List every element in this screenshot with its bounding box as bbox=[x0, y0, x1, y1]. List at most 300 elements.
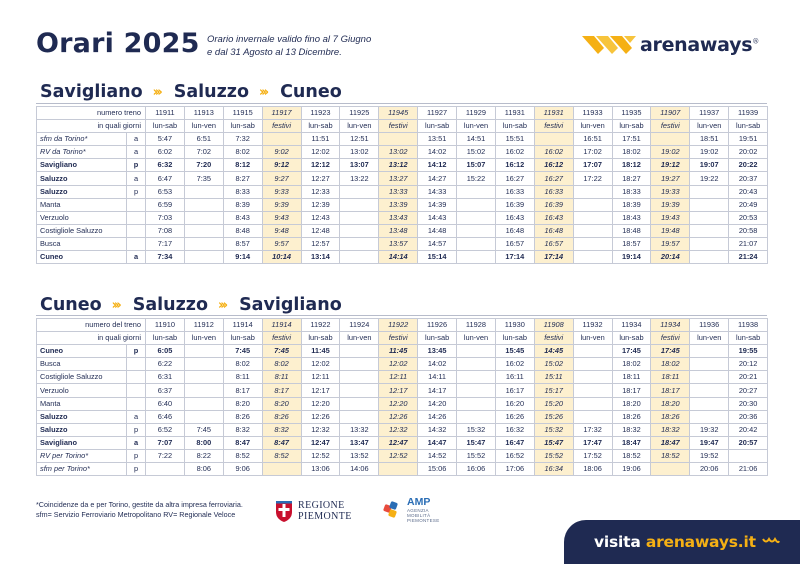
time-cell bbox=[184, 237, 223, 250]
time-cell: 18:02 bbox=[612, 358, 651, 371]
time-cell: 12:27 bbox=[301, 172, 340, 185]
time-cell: 8:22 bbox=[184, 449, 223, 462]
brand-name: arenaways® bbox=[640, 34, 759, 56]
time-cell: 9:06 bbox=[223, 463, 262, 476]
station-name: Busca bbox=[37, 358, 127, 371]
time-cell: 12:12 bbox=[301, 159, 340, 172]
train-number: 11913 bbox=[184, 107, 223, 120]
time-cell: 17:52 bbox=[573, 449, 612, 462]
station-name: Saluzzo bbox=[37, 185, 127, 198]
time-cell bbox=[184, 224, 223, 237]
time-cell: 8:27 bbox=[223, 172, 262, 185]
arrival-departure-flag: p bbox=[127, 345, 146, 358]
arrival-departure-flag: p bbox=[127, 463, 146, 476]
time-cell: 7:34 bbox=[146, 251, 185, 264]
time-cell: 6:22 bbox=[146, 358, 185, 371]
time-cell: 7:17 bbox=[146, 237, 185, 250]
time-cell: 14:45 bbox=[534, 345, 573, 358]
time-cell bbox=[729, 449, 768, 462]
time-cell: 18:47 bbox=[651, 436, 690, 449]
route-arrows-icon: ››› bbox=[152, 84, 160, 100]
service-days: lun-ven bbox=[573, 332, 612, 345]
time-cell: 8:02 bbox=[223, 358, 262, 371]
time-cell: 16:52 bbox=[495, 449, 534, 462]
table-row bbox=[37, 397, 768, 410]
time-cell: 14:26 bbox=[418, 410, 457, 423]
time-cell: 6:05 bbox=[146, 345, 185, 358]
time-cell bbox=[184, 345, 223, 358]
validity-note bbox=[207, 33, 407, 59]
time-cell: 8:32 bbox=[262, 423, 301, 436]
route-from: Cuneo bbox=[40, 295, 102, 315]
piemonte-line-1: REGIONE bbox=[298, 500, 345, 511]
train-number: 11932 bbox=[573, 319, 612, 332]
train-number: 11922 bbox=[301, 319, 340, 332]
time-cell: 13:02 bbox=[340, 146, 379, 159]
time-cell: 19:33 bbox=[651, 185, 690, 198]
time-cell: 15:26 bbox=[534, 410, 573, 423]
time-cell: 16:34 bbox=[534, 463, 573, 476]
time-cell: 12:02 bbox=[301, 358, 340, 371]
time-cell bbox=[340, 345, 379, 358]
service-days: lun-sab bbox=[223, 332, 262, 345]
time-cell: 16:48 bbox=[495, 224, 534, 237]
time-cell bbox=[146, 463, 185, 476]
table-row bbox=[37, 371, 768, 384]
time-cell bbox=[573, 185, 612, 198]
time-cell: 18:26 bbox=[612, 410, 651, 423]
timetable-savigliano-cuneo bbox=[36, 106, 768, 264]
time-cell bbox=[457, 345, 496, 358]
time-cell: 15:52 bbox=[457, 449, 496, 462]
train-number: 11937 bbox=[690, 107, 729, 120]
arrival-departure-flag: p bbox=[127, 449, 146, 462]
time-cell: 20:57 bbox=[729, 436, 768, 449]
train-number: 11923 bbox=[301, 107, 340, 120]
time-cell: 7:35 bbox=[184, 172, 223, 185]
station-name: Verzuolo bbox=[37, 211, 127, 224]
time-cell: 6:32 bbox=[146, 159, 185, 172]
table-row bbox=[37, 146, 768, 159]
train-number: 11929 bbox=[457, 107, 496, 120]
time-cell: 8:20 bbox=[223, 397, 262, 410]
time-cell: 8:52 bbox=[223, 449, 262, 462]
time-cell: 16:43 bbox=[534, 211, 573, 224]
service-days: lun-sab bbox=[223, 120, 262, 133]
station-name: Cuneo bbox=[37, 345, 127, 358]
time-cell: 13:47 bbox=[340, 436, 379, 449]
service-days: lun-ven bbox=[457, 120, 496, 133]
arrival-departure-flag bbox=[127, 211, 146, 224]
time-cell: 19:55 bbox=[729, 345, 768, 358]
time-cell: 20:14 bbox=[651, 251, 690, 264]
time-cell: 19:51 bbox=[729, 133, 768, 146]
service-days: lun-sab bbox=[301, 120, 340, 133]
time-cell: 9:12 bbox=[262, 159, 301, 172]
station-name: Saluzzo bbox=[37, 172, 127, 185]
service-days: lun-sab bbox=[301, 332, 340, 345]
time-cell: 16:06 bbox=[457, 463, 496, 476]
time-cell: 7:20 bbox=[184, 159, 223, 172]
time-cell: 21:07 bbox=[729, 237, 768, 250]
route-arrows-icon: ››› bbox=[111, 297, 119, 313]
time-cell: 16:12 bbox=[534, 159, 573, 172]
time-cell bbox=[379, 463, 418, 476]
arrival-departure-flag: a bbox=[127, 172, 146, 185]
time-cell bbox=[184, 397, 223, 410]
time-cell: 14:57 bbox=[418, 237, 457, 250]
time-cell: 20:12 bbox=[729, 358, 768, 371]
time-cell: 19:52 bbox=[690, 449, 729, 462]
service-days-row bbox=[37, 120, 768, 133]
time-cell: 15:52 bbox=[534, 449, 573, 462]
time-cell: 15:17 bbox=[534, 384, 573, 397]
time-cell: 18:11 bbox=[612, 371, 651, 384]
time-cell: 17:07 bbox=[573, 159, 612, 172]
arrival-departure-flag: p bbox=[127, 159, 146, 172]
arrival-departure-flag: p bbox=[127, 423, 146, 436]
time-cell: 5:47 bbox=[146, 133, 185, 146]
time-cell: 19:39 bbox=[651, 198, 690, 211]
amp-name: AMP bbox=[407, 496, 431, 508]
train-number: 11925 bbox=[340, 107, 379, 120]
time-cell: 18:02 bbox=[651, 358, 690, 371]
train-number: 11927 bbox=[418, 107, 457, 120]
arrival-departure-flag: a bbox=[127, 251, 146, 264]
service-days: lun-sab bbox=[495, 332, 534, 345]
time-cell: 16:48 bbox=[534, 224, 573, 237]
service-days: lun-sab bbox=[418, 120, 457, 133]
time-cell: 14:12 bbox=[418, 159, 457, 172]
time-cell: 18:11 bbox=[651, 371, 690, 384]
route-arrows-icon: ››› bbox=[218, 297, 226, 313]
time-cell bbox=[184, 371, 223, 384]
time-cell: 16:43 bbox=[495, 211, 534, 224]
arrival-departure-flag: a bbox=[127, 146, 146, 159]
time-cell: 13:02 bbox=[379, 146, 418, 159]
train-number: 11935 bbox=[612, 107, 651, 120]
time-cell: 13:12 bbox=[379, 159, 418, 172]
time-cell: 19:12 bbox=[651, 159, 690, 172]
time-cell: 19:32 bbox=[690, 423, 729, 436]
arrival-departure-flag: a bbox=[127, 133, 146, 146]
arrival-departure-flag bbox=[127, 237, 146, 250]
time-cell: 15:02 bbox=[457, 146, 496, 159]
time-cell: 19:14 bbox=[612, 251, 651, 264]
time-cell: 12:39 bbox=[301, 198, 340, 211]
time-cell: 18:48 bbox=[612, 224, 651, 237]
time-cell: 7:45 bbox=[262, 345, 301, 358]
time-cell: 16:17 bbox=[495, 384, 534, 397]
time-cell: 7:45 bbox=[184, 423, 223, 436]
time-cell: 8:12 bbox=[223, 159, 262, 172]
table-row bbox=[37, 345, 768, 358]
time-cell: 13:52 bbox=[340, 449, 379, 462]
time-cell: 17:02 bbox=[573, 146, 612, 159]
train-number: 11945 bbox=[379, 107, 418, 120]
time-cell: 9:39 bbox=[262, 198, 301, 211]
time-cell bbox=[340, 251, 379, 264]
time-cell: 6:59 bbox=[146, 198, 185, 211]
time-cell: 13:32 bbox=[340, 423, 379, 436]
time-cell bbox=[457, 358, 496, 371]
time-cell: 16:39 bbox=[534, 198, 573, 211]
time-cell: 7:02 bbox=[184, 146, 223, 159]
time-cell: 19:06 bbox=[612, 463, 651, 476]
table-row bbox=[37, 463, 768, 476]
train-number: 11939 bbox=[729, 107, 768, 120]
time-cell: 14:02 bbox=[418, 358, 457, 371]
website-link[interactable]: visita arenaways.it bbox=[594, 533, 756, 551]
time-cell: 12:51 bbox=[340, 133, 379, 146]
header-label: in quali giorni bbox=[37, 120, 146, 133]
brand-logo[interactable] bbox=[580, 32, 759, 58]
time-cell: 15:45 bbox=[495, 345, 534, 358]
time-cell: 16:33 bbox=[495, 185, 534, 198]
time-cell: 11:45 bbox=[301, 345, 340, 358]
timetable-cuneo-savigliano bbox=[36, 318, 768, 476]
train-number: 11917 bbox=[262, 107, 301, 120]
time-cell: 7:22 bbox=[146, 449, 185, 462]
time-cell: 8:02 bbox=[223, 146, 262, 159]
time-cell: 8:00 bbox=[184, 436, 223, 449]
time-cell: 12:11 bbox=[379, 371, 418, 384]
time-cell bbox=[340, 211, 379, 224]
train-number-row bbox=[37, 319, 768, 332]
website-banner[interactable] bbox=[564, 520, 800, 564]
time-cell: 13:39 bbox=[379, 198, 418, 211]
route-heading-2 bbox=[40, 295, 342, 315]
time-cell: 17:14 bbox=[534, 251, 573, 264]
amp-text bbox=[407, 497, 440, 523]
train-number-row bbox=[37, 107, 768, 120]
time-cell: 7:03 bbox=[146, 211, 185, 224]
time-cell: 18:06 bbox=[573, 463, 612, 476]
time-cell bbox=[340, 397, 379, 410]
route-via: Saluzzo bbox=[173, 82, 249, 102]
time-cell: 8:02 bbox=[262, 358, 301, 371]
time-cell bbox=[690, 371, 729, 384]
time-cell: 19:48 bbox=[651, 224, 690, 237]
time-cell bbox=[184, 185, 223, 198]
service-days: festivi bbox=[262, 332, 301, 345]
time-cell: 14:33 bbox=[418, 185, 457, 198]
time-cell: 12:26 bbox=[379, 410, 418, 423]
time-cell: 8:33 bbox=[223, 185, 262, 198]
time-cell: 6:52 bbox=[146, 423, 185, 436]
time-cell bbox=[340, 358, 379, 371]
validity-line-1: Orario invernale valido fino al 7 Giugno bbox=[207, 34, 372, 45]
time-cell: 17:06 bbox=[495, 463, 534, 476]
service-days-row bbox=[37, 332, 768, 345]
service-days: lun-sab bbox=[146, 332, 185, 345]
arrival-departure-flag bbox=[127, 371, 146, 384]
piemonte-line-2: PIEMONTE bbox=[298, 511, 352, 522]
time-cell: 15:06 bbox=[418, 463, 457, 476]
train-number: 11928 bbox=[457, 319, 496, 332]
train-number: 11907 bbox=[651, 107, 690, 120]
header-label: in quali giorni bbox=[37, 332, 146, 345]
amp-logo bbox=[381, 497, 440, 523]
station-name: Saluzzo bbox=[37, 410, 127, 423]
table-row bbox=[37, 449, 768, 462]
time-cell: 20:58 bbox=[729, 224, 768, 237]
time-cell bbox=[690, 358, 729, 371]
service-days: lun-sab bbox=[418, 332, 457, 345]
time-cell: 13:43 bbox=[379, 211, 418, 224]
time-cell: 18:33 bbox=[612, 185, 651, 198]
time-cell bbox=[534, 133, 573, 146]
time-cell bbox=[457, 211, 496, 224]
time-cell: 14:14 bbox=[379, 251, 418, 264]
time-cell: 16:20 bbox=[495, 397, 534, 410]
service-days: festivi bbox=[651, 332, 690, 345]
time-cell: 6:51 bbox=[184, 133, 223, 146]
time-cell bbox=[457, 198, 496, 211]
time-cell: 8:47 bbox=[262, 436, 301, 449]
service-days: lun-sab bbox=[612, 120, 651, 133]
time-cell: 12:17 bbox=[301, 384, 340, 397]
route-to: Cuneo bbox=[280, 82, 342, 102]
time-cell: 20:22 bbox=[729, 159, 768, 172]
time-cell: 20:42 bbox=[729, 423, 768, 436]
time-cell: 20:02 bbox=[729, 146, 768, 159]
time-cell: 15:20 bbox=[534, 397, 573, 410]
train-number: 11908 bbox=[534, 319, 573, 332]
time-cell: 17:45 bbox=[651, 345, 690, 358]
route-heading-1 bbox=[40, 82, 342, 102]
time-cell: 8:43 bbox=[223, 211, 262, 224]
train-number: 11924 bbox=[340, 319, 379, 332]
time-cell: 16:11 bbox=[495, 371, 534, 384]
time-cell: 19:27 bbox=[651, 172, 690, 185]
train-number: 11910 bbox=[146, 319, 185, 332]
time-cell bbox=[573, 384, 612, 397]
time-cell bbox=[340, 371, 379, 384]
station-name: sfm per Torino* bbox=[37, 463, 127, 476]
train-number: 11915 bbox=[223, 107, 262, 120]
time-cell: 18:27 bbox=[612, 172, 651, 185]
station-name: Manta bbox=[37, 397, 127, 410]
time-cell: 12:17 bbox=[379, 384, 418, 397]
time-cell bbox=[573, 237, 612, 250]
time-cell: 8:17 bbox=[262, 384, 301, 397]
time-cell bbox=[573, 345, 612, 358]
service-days: lun-ven bbox=[690, 332, 729, 345]
amp-sub: PIEMONTESE bbox=[407, 518, 440, 523]
time-cell: 13:33 bbox=[379, 185, 418, 198]
table-row bbox=[37, 172, 768, 185]
time-cell: 13:48 bbox=[379, 224, 418, 237]
time-cell: 14:02 bbox=[418, 146, 457, 159]
time-cell: 8:47 bbox=[223, 436, 262, 449]
arrival-departure-flag bbox=[127, 384, 146, 397]
arrival-departure-flag: p bbox=[127, 185, 146, 198]
time-cell: 6:46 bbox=[146, 410, 185, 423]
time-cell: 18:17 bbox=[651, 384, 690, 397]
train-number: 11914 bbox=[223, 319, 262, 332]
service-days: lun-ven bbox=[184, 332, 223, 345]
service-days: lun-ven bbox=[690, 120, 729, 133]
time-cell: 20:53 bbox=[729, 211, 768, 224]
time-cell bbox=[379, 133, 418, 146]
service-days: lun-sab bbox=[612, 332, 651, 345]
time-cell: 16:27 bbox=[534, 172, 573, 185]
time-cell: 13:27 bbox=[379, 172, 418, 185]
time-cell: 12:32 bbox=[301, 423, 340, 436]
arrival-departure-flag: a bbox=[127, 410, 146, 423]
service-days: lun-sab bbox=[729, 120, 768, 133]
page-header bbox=[0, 0, 800, 78]
service-days: lun-ven bbox=[340, 120, 379, 133]
time-cell: 14:52 bbox=[418, 449, 457, 462]
time-cell: 8:11 bbox=[262, 371, 301, 384]
time-cell bbox=[690, 237, 729, 250]
train-number: 11933 bbox=[573, 107, 612, 120]
service-days: festivi bbox=[651, 120, 690, 133]
time-cell: 8:52 bbox=[262, 449, 301, 462]
table-row bbox=[37, 410, 768, 423]
table-row bbox=[37, 358, 768, 371]
time-cell: 16:33 bbox=[534, 185, 573, 198]
time-cell: 8:11 bbox=[223, 371, 262, 384]
time-cell: 7:45 bbox=[223, 345, 262, 358]
time-cell: 14:48 bbox=[418, 224, 457, 237]
arrival-departure-flag bbox=[127, 397, 146, 410]
time-cell bbox=[340, 185, 379, 198]
time-cell: 8:06 bbox=[184, 463, 223, 476]
service-days: lun-ven bbox=[457, 332, 496, 345]
time-cell: 8:48 bbox=[223, 224, 262, 237]
time-cell: 15:07 bbox=[457, 159, 496, 172]
time-cell: 18:26 bbox=[651, 410, 690, 423]
train-number: 11930 bbox=[495, 319, 534, 332]
station-name: Costigliole Saluzzo bbox=[37, 371, 127, 384]
time-cell bbox=[690, 211, 729, 224]
time-cell: 6:02 bbox=[146, 146, 185, 159]
time-cell: 12:20 bbox=[379, 397, 418, 410]
time-cell: 11:51 bbox=[301, 133, 340, 146]
station-name: Saluzzo bbox=[37, 423, 127, 436]
time-cell bbox=[184, 410, 223, 423]
time-cell bbox=[457, 371, 496, 384]
time-cell: 16:02 bbox=[495, 146, 534, 159]
time-cell: 20:30 bbox=[729, 397, 768, 410]
regione-piemonte-logo bbox=[274, 499, 352, 523]
time-cell bbox=[690, 384, 729, 397]
time-cell: 17:51 bbox=[612, 133, 651, 146]
time-cell: 16:02 bbox=[495, 358, 534, 371]
time-cell bbox=[573, 224, 612, 237]
time-cell: 17:47 bbox=[573, 436, 612, 449]
service-days: festivi bbox=[534, 332, 573, 345]
route-divider bbox=[36, 103, 767, 104]
wave-icon bbox=[762, 537, 780, 547]
time-cell: 7:32 bbox=[223, 133, 262, 146]
time-cell bbox=[573, 198, 612, 211]
time-cell: 16:32 bbox=[495, 423, 534, 436]
time-cell: 19:02 bbox=[690, 146, 729, 159]
time-cell: 13:51 bbox=[418, 133, 457, 146]
footnote bbox=[36, 500, 256, 520]
arrival-departure-flag: a bbox=[127, 436, 146, 449]
time-cell: 19:57 bbox=[651, 237, 690, 250]
time-cell bbox=[184, 211, 223, 224]
time-cell bbox=[457, 224, 496, 237]
time-cell: 9:02 bbox=[262, 146, 301, 159]
station-name: Verzuolo bbox=[37, 384, 127, 397]
time-cell: 12:33 bbox=[301, 185, 340, 198]
